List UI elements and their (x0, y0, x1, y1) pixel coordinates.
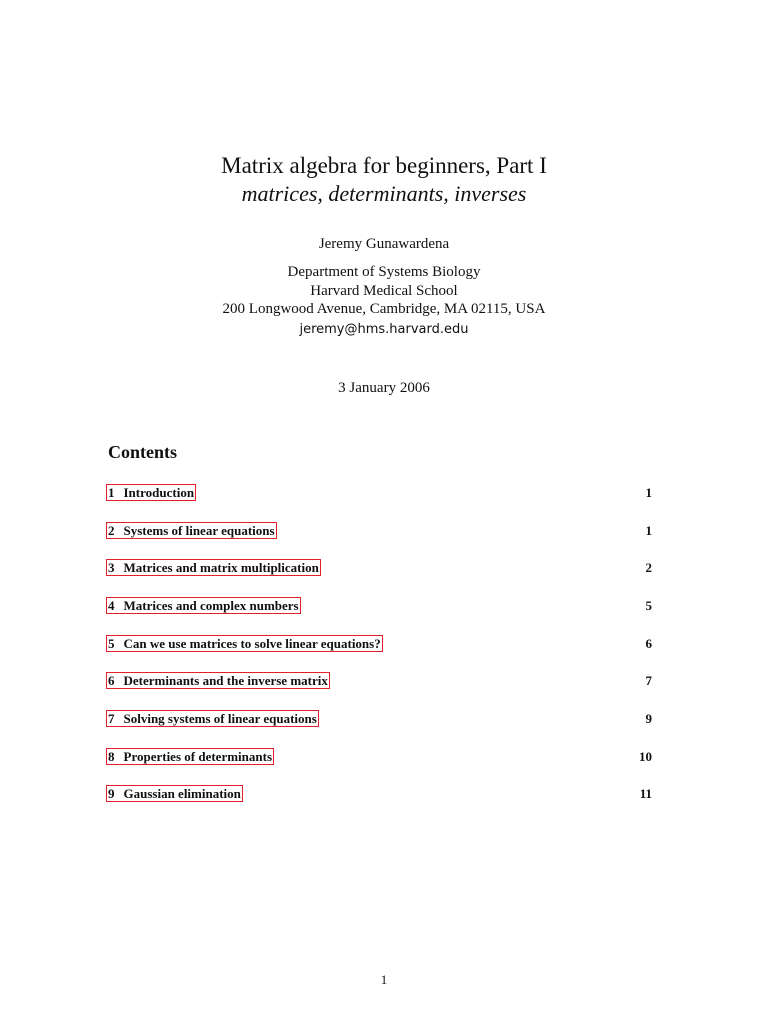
toc-title: Gaussian elimination (123, 786, 241, 801)
affiliation (0, 263, 768, 319)
toc-page-number: 9 (645, 711, 652, 726)
toc-entry (106, 710, 652, 728)
toc-title: Properties of determinants (123, 749, 273, 764)
toc-title: Matrices and complex numbers (123, 598, 299, 613)
toc-page-number: 1 (645, 523, 652, 538)
document-subtitle: matrices, determinants, inverses (241, 181, 527, 206)
toc-number: 5 (108, 636, 115, 651)
toc-title: Matrices and matrix multiplication (123, 560, 319, 575)
toc-entry (106, 559, 652, 577)
toc-page-number: 7 (645, 673, 652, 688)
toc-entry (106, 635, 652, 653)
toc-number: 9 (108, 786, 115, 801)
toc-link-gaussian-elimination[interactable] (106, 785, 243, 802)
toc-link-matrices-and-complex-numbers[interactable] (106, 597, 301, 614)
title-block (0, 152, 768, 208)
toc-number: 7 (108, 711, 115, 726)
toc-entry (106, 748, 652, 766)
affiliation-department: Department of Systems Biology (287, 264, 481, 280)
toc-page-number: 2 (645, 560, 652, 575)
toc-number: 2 (108, 523, 115, 538)
toc-number: 4 (108, 598, 115, 613)
toc-number: 1 (108, 485, 115, 500)
toc-title: Solving systems of linear equations (123, 711, 317, 726)
toc-link-can-we-use-matrices[interactable] (106, 635, 383, 652)
toc-link-matrices-and-matrix-multiplication[interactable] (106, 559, 321, 576)
contents-heading: Contents (108, 442, 178, 462)
toc-page-number: 1 (645, 485, 652, 500)
page-number: 1 (380, 972, 388, 987)
toc-link-introduction[interactable] (106, 484, 196, 501)
toc-entry (106, 785, 652, 803)
toc-link-determinants-and-inverse[interactable] (106, 672, 330, 689)
toc-page-number: 6 (645, 636, 652, 651)
affiliation-school: Harvard Medical School (310, 282, 458, 299)
affiliation-address: 200 Longwood Avenue, Cambridge, MA 02115, USA (222, 301, 546, 317)
toc-entry (106, 522, 652, 540)
toc-link-properties-of-determinants[interactable] (106, 748, 274, 765)
toc-link-systems-of-linear-equations[interactable] (106, 522, 277, 539)
toc-title: Can we use matrices to solve linear equations? (123, 636, 381, 651)
toc-page-number: 5 (645, 598, 652, 613)
toc-page-number: 11 (639, 786, 652, 801)
toc-number: 8 (108, 749, 115, 764)
toc-entry (106, 672, 652, 690)
author-name: Jeremy Gunawardena (318, 236, 450, 252)
author-email: jeremy@hms.harvard.edu (299, 322, 469, 337)
toc-entry (106, 484, 652, 502)
toc-title: Systems of linear equations (123, 523, 275, 538)
toc-entry (106, 597, 652, 615)
document-date: 3 January 2006 (338, 380, 430, 396)
document-title: Matrix algebra for beginners, Part I (221, 153, 547, 178)
toc-title: Introduction (123, 485, 195, 500)
toc-title: Determinants and the inverse matrix (123, 673, 328, 688)
toc-link-solving-systems[interactable] (106, 710, 319, 727)
toc-number: 3 (108, 560, 115, 575)
toc-number: 6 (108, 673, 115, 688)
toc-page-number: 10 (639, 749, 652, 764)
